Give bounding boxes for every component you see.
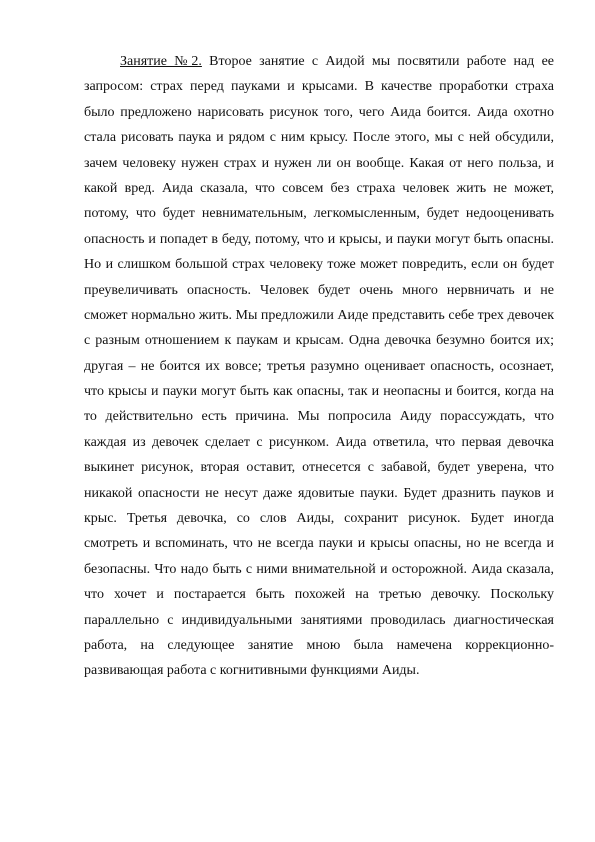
session-heading: Занятие №2. xyxy=(120,54,202,69)
paragraph-line: потому, что будет невнимательным, легкомысленным, будет недооценивать xyxy=(84,206,554,222)
paragraph-line: что хочет и постарается быть похожей на третью девочку. Поскольку xyxy=(84,587,554,603)
paragraph-line: с разным отношением к паукам и крысам. Одна девочка безумно боится их; xyxy=(84,333,554,349)
paragraph-line: преувеличивать опасность. Человек будет очень много нервничать и не xyxy=(84,282,554,298)
paragraph-line: то действительно есть причина. Мы попросила Аиду порассуждать, что xyxy=(84,409,554,425)
paragraph-line: крыс. Третья девочка, со слов Аиды, сохранит рисунок. Будет иногда xyxy=(84,511,554,527)
paragraph-line: Занятие №2. Второе занятие с Аидой мы посвятили работе над ее xyxy=(120,54,555,69)
paragraph-line: развивающая работа с когнитивными функциями Аиды. xyxy=(84,663,420,679)
paragraph-line: каждая из девочек сделает с рисунком. Аида ответила, что первая девочка xyxy=(84,434,554,450)
paragraph-line: Но и слишком большой страх человеку тоже может повредить, если он будет xyxy=(84,257,554,273)
paragraph-line: другая – не боится их вовсе; третья разумно оценивает опасность, осознает, xyxy=(84,358,554,374)
paragraph-line: запросом: страх перед пауками и крысами. В качестве проработки страха xyxy=(84,79,554,95)
paragraph-line: сможет нормально жить. Мы предложили Аиде представить себе трех девочек xyxy=(84,307,554,323)
paragraph-line: зачем человеку нужен страх и нужен ли он вообще. Какая от него польза, и xyxy=(84,155,554,171)
paragraph-line: никакой опасности не несут даже ядовитые пауки. Будет дразнить пауков и xyxy=(84,485,554,501)
paragraph-line: опасность и попадет в беду, потому, что и крысы, и пауки могут быть опасны. xyxy=(84,231,554,247)
session-paragraph xyxy=(84,49,554,684)
paragraph-line: безопасны. Что надо быть с ними внимательной и осторожной. Аида сказала, xyxy=(84,561,554,577)
paragraph-line: параллельно с индивидуальными занятиями проводилась диагностическая xyxy=(84,612,554,628)
paragraph-line: работа, на следующее занятие мною была намечена коррекционно- xyxy=(84,637,554,653)
paragraph-line: смотреть и вспоминать, что не всегда пауки и крысы опасны, но не всегда и xyxy=(84,536,554,552)
paragraph-line: что крысы и пауки могут быть как опасны, так и неопасны и боится, когда на xyxy=(84,384,554,400)
paragraph-line: какой вред. Аида сказала, что совсем без страха человек жить не может, xyxy=(84,180,554,196)
paragraph-line: выкинет рисунок, вторая оставит, отнесется с забавой, будет уверена, что xyxy=(84,460,554,476)
paragraph-line: стала рисовать паука и рядом с ним крысу. После этого, мы с ней обсудили, xyxy=(84,130,554,146)
paragraph-line: было предложено нарисовать рисунок того, чего Аида боится. Аида охотно xyxy=(84,104,554,120)
